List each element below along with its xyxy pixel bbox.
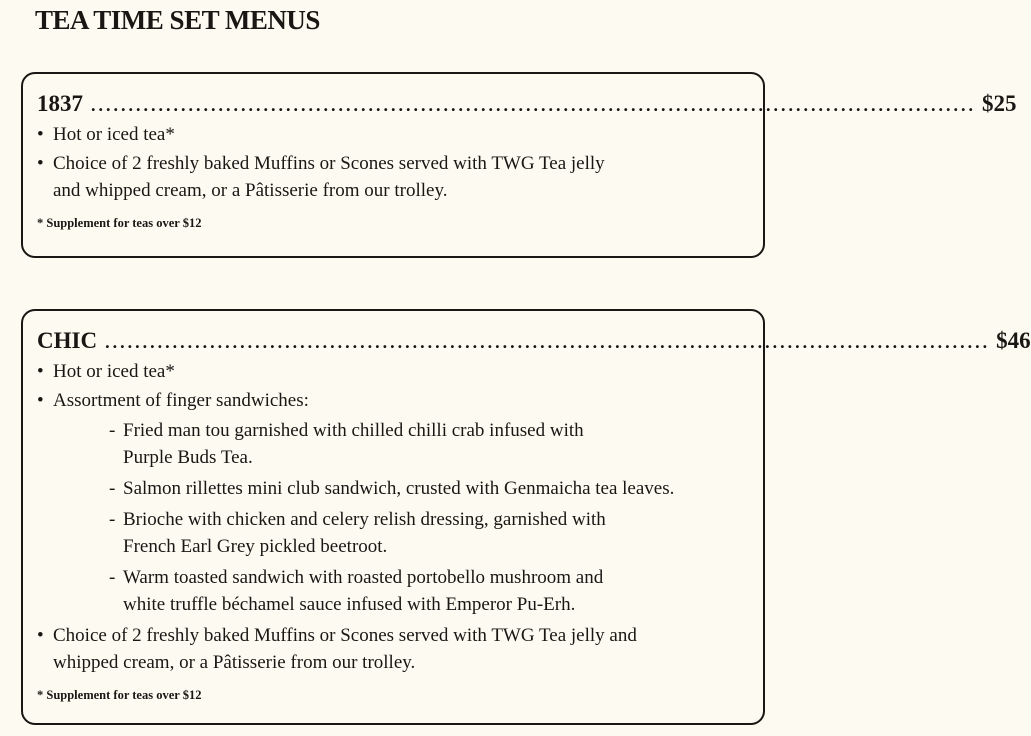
sandwich-item bbox=[109, 564, 747, 618]
menu-item bbox=[37, 150, 747, 204]
sandwich-line: - Warm toasted sandwich with roasted portobello mushroom and bbox=[123, 567, 604, 588]
menu-item-line: whipped cream, or a Pâtisserie from our trolley. bbox=[53, 652, 416, 673]
sandwich-item bbox=[109, 475, 747, 502]
footnote: * Supplement for teas over $12 bbox=[37, 216, 202, 230]
menu-card-chic bbox=[21, 309, 1031, 725]
menu-item bbox=[37, 387, 747, 618]
menu-item bbox=[37, 622, 747, 676]
menu-item-line: • Choice of 2 freshly baked Muffins or Scones served with TWG Tea jelly bbox=[53, 153, 605, 174]
menu-header bbox=[37, 327, 1031, 356]
menu-item-text: Assortment of finger sandwiches: bbox=[53, 390, 309, 411]
menu-price: $46 bbox=[996, 328, 1031, 353]
sandwich-line: white truffle béchamel sauce infused with Emperor Pu-Erh. bbox=[123, 594, 576, 615]
sandwich-line: - Brioche with chicken and celery relish dressing, garnished with bbox=[123, 509, 606, 530]
menu-price: $25 bbox=[982, 91, 1017, 116]
menu-card-1837 bbox=[21, 72, 1017, 258]
menu-header bbox=[37, 90, 1017, 119]
sandwich-item bbox=[109, 417, 747, 471]
sandwich-line: - Fried man tou garnished with chilled chilli crab infused with bbox=[123, 420, 584, 441]
footnote: * Supplement for teas over $12 bbox=[37, 688, 202, 702]
page-title: TEA TIME SET MENUS bbox=[35, 5, 320, 35]
menu-item-line: • Choice of 2 freshly baked Muffins or Scones served with TWG Tea jelly and bbox=[53, 625, 637, 646]
sandwich-list bbox=[53, 417, 747, 618]
menu-item bbox=[37, 358, 747, 385]
menu-item-text: Hot or iced tea* bbox=[53, 124, 175, 145]
menu-item-text: Hot or iced tea* bbox=[53, 361, 175, 382]
menu-name: 1837 bbox=[37, 91, 83, 116]
menu-item bbox=[37, 121, 747, 148]
menu-items bbox=[37, 121, 747, 204]
menu-items bbox=[37, 358, 747, 676]
dot-leader: ...................................................................................................................... bbox=[105, 332, 991, 352]
sandwich-line: - Salmon rillettes mini club sandwich, crusted with Genmaicha tea leaves. bbox=[123, 478, 675, 499]
sandwich-line: French Earl Grey pickled beetroot. bbox=[123, 536, 388, 557]
sandwich-item bbox=[109, 506, 747, 560]
menu-name: CHIC bbox=[37, 328, 98, 353]
menu-item-line: and whipped cream, or a Pâtisserie from our trolley. bbox=[53, 180, 448, 201]
dot-leader: ...................................................................................................................... bbox=[91, 95, 976, 115]
sandwich-line: Purple Buds Tea. bbox=[123, 447, 253, 468]
